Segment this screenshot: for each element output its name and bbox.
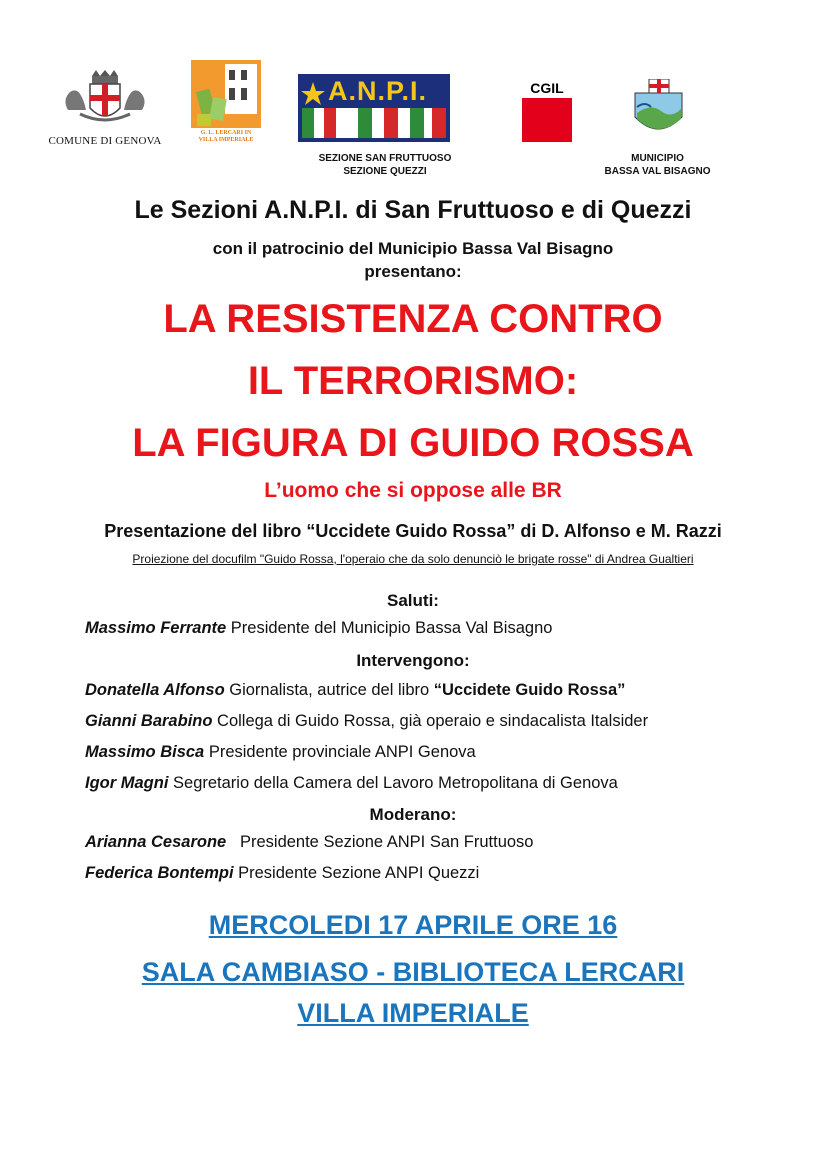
moderano-heading: Moderano: (369, 805, 457, 824)
municipio-logo (631, 79, 686, 139)
municipio-label (585, 152, 730, 178)
speaker-row (85, 681, 625, 700)
speaker-row (85, 712, 648, 731)
municipio-line2: BASSA VAL BISAGNO (604, 166, 711, 177)
speaker-role: Presidente del Municipio Bassa Val Bisagno (226, 619, 553, 637)
speaker-role: Segretario della Camera del Lavoro Metropolitana di Genova (168, 774, 618, 792)
speaker-name: Igor Magni (85, 774, 169, 792)
speaker-name: Gianni Barabino (85, 712, 213, 730)
saluti-heading: Saluti: (387, 591, 439, 610)
organizers-heading: Le Sezioni A.N.P.I. di San Fruttuoso e di Quezzi (134, 196, 692, 224)
title-line1: LA RESISTENZA CONTRO (163, 297, 663, 341)
speaker-name: Federica Bontempi (85, 864, 234, 882)
cgil-logo (522, 80, 572, 142)
cgil-logo-text: CGIL (530, 80, 564, 96)
sezione-label (305, 152, 465, 178)
speaker-name: Donatella Alfonso (85, 681, 225, 699)
municipio-shield-icon (631, 79, 686, 139)
municipio-line1: MUNICIPIO (631, 153, 684, 164)
anpi-logo (298, 74, 450, 142)
speaker-row (85, 774, 618, 793)
speaker-row (85, 619, 552, 638)
event-date: MERCOLEDI 17 APRILE ORE 16 (208, 910, 618, 940)
genova-caption: COMUNE DI GENOVA (48, 135, 162, 147)
intervengono-heading: Intervengono: (356, 651, 470, 670)
speaker-role: Presidente Sezione ANPI Quezzi (233, 864, 480, 882)
presents-line: presentano: (364, 262, 462, 281)
speaker-role: Giornalista, autrice del libro (224, 681, 434, 699)
sezione-line1: SEZIONE SAN FRUTTUOSO (318, 153, 452, 164)
subtitle: L’uomo che si oppose alle BR (264, 479, 562, 502)
speaker-role: Collega di Guido Rossa, già operaio e sindacalista Italsider (212, 712, 649, 730)
speaker-row (85, 833, 533, 852)
speaker-role: Presidente Sezione ANPI San Fruttuoso (226, 833, 534, 851)
speaker-name: Massimo Ferrante (85, 619, 227, 637)
lercari-caption: G. L. LERCARI IN VILLA IMPERIALE (198, 130, 254, 143)
lercari-logo (191, 60, 261, 145)
sezione-line2: SEZIONE QUEZZI (343, 166, 427, 177)
speaker-row (85, 743, 476, 762)
speaker-book-title: “Uccidete Guido Rossa” (433, 681, 626, 699)
speaker-row (85, 864, 479, 883)
comune-genova-logo (40, 70, 170, 155)
anpi-logo-text: A.N.P.I. (328, 76, 428, 106)
title-line2: IL TERRORISMO: (247, 359, 579, 403)
event-venue-line2: VILLA IMPERIALE (297, 998, 529, 1028)
speaker-name: Massimo Bisca (85, 743, 205, 761)
book-presentation: Presentazione del libro “Uccidete Guido Rossa” di D. Alfonso e M. Razzi (104, 521, 722, 541)
title-line3: LA FIGURA DI GUIDO ROSSA (132, 421, 694, 465)
event-venue-line1: SALA CAMBIASO - BIBLIOTECA LERCARI (141, 957, 685, 987)
genova-crest-icon (40, 70, 170, 132)
film-projection: Proiezione del docufilm "Guido Rossa, l'operaio che da solo denunciò le brigate rosse" di Andrea Gualtieri (132, 552, 694, 566)
speaker-name: Arianna Cesarone (85, 833, 227, 851)
speaker-role: Presidente provinciale ANPI Genova (204, 743, 476, 761)
patronage-line: con il patrocinio del Municipio Bassa Val Bisagno (212, 239, 614, 258)
